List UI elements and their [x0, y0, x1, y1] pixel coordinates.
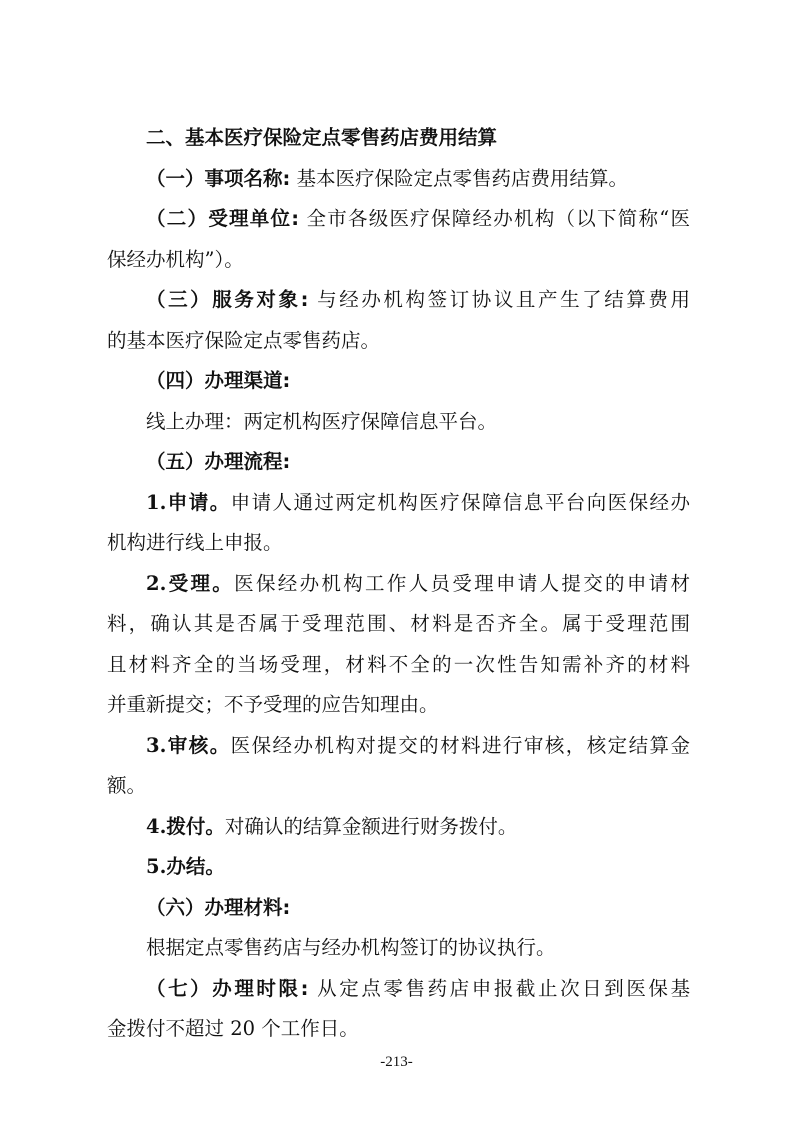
step-review-line-1: [107, 726, 690, 767]
item-unit-text-a: 全市各级医疗保障经办机构（以下简称“医: [299, 207, 690, 230]
step-accept-line-4: 并重新提交；不予受理的应告知理由。: [107, 693, 439, 716]
step-accept-line-1: [107, 564, 690, 605]
item-unit-line-1: [107, 199, 690, 240]
step-review-text-a: 医保经办机构对提交的材料进行审核，核定结算金: [230, 733, 690, 757]
section-title: 二、基本医疗保险定点零售药店费用结算: [146, 126, 498, 149]
step-done-label: 5.办结。: [146, 855, 225, 878]
item-target-line-2: 的基本医疗保险定点零售药店。: [107, 328, 381, 352]
item-channel-label: （四）办理渠道:: [146, 369, 291, 392]
item-timelimit-text-a: 从定点零售药店申报截止次日到医保基: [308, 976, 690, 1000]
step-apply-line-1: [107, 483, 690, 524]
item-timelimit-label: （七）办理时限:: [146, 976, 309, 1000]
item-unit-line-2: 保经办机构”）。: [107, 247, 244, 271]
item-materials-text: 根据定点零售药店与经办机构签订的协议执行。: [146, 936, 556, 959]
step-accept-line-3: 且材料齐全的当场受理，材料不全的一次性告知需补齐的材料: [107, 652, 690, 676]
item-target-label: （三）服务对象:: [146, 288, 309, 311]
item-name-text: 基本医疗保险定点零售药店费用结算。: [290, 166, 629, 190]
item-materials-label: （六）办理材料:: [146, 895, 291, 919]
item-channel-text: 线上办理：两定机构医疗保障信息平台。: [146, 409, 498, 433]
step-accept-text-a: 医保经办机构工作人员受理申请人提交的申请材: [234, 571, 690, 595]
step-accept-line-2: 料，确认其是否属于受理范围、材料是否齐全。属于受理范围: [107, 612, 690, 635]
item-timelimit-line-2: 金拨付不超过 20 个工作日。: [107, 1017, 359, 1040]
step-pay-text: 对确认的结算金额进行财务拨付。: [224, 814, 518, 838]
step-pay-label: 4.拨付。: [146, 814, 225, 838]
step-done-line: [107, 847, 690, 888]
item-name-label: （一）事项名称:: [146, 166, 291, 190]
step-pay-line: [107, 807, 690, 848]
item-timelimit-line-1: [107, 969, 690, 1010]
item-process-label: （五）办理流程:: [146, 450, 291, 473]
step-review-line-2: 额。: [107, 774, 147, 797]
step-review-label: 3.审核。: [146, 733, 231, 757]
item-unit-label: （二）受理单位:: [146, 207, 300, 230]
document-body: [107, 118, 690, 1050]
item-target-line-1: [107, 280, 690, 321]
step-accept-label: 2.受理。: [146, 571, 235, 595]
step-apply-text-a: 申请人通过两定机构医疗保障信息平台向医保经办: [230, 490, 690, 514]
item-target-text-a: 与经办机构签订协议且产生了结算费用: [308, 288, 690, 311]
page-number: -213-: [380, 1054, 413, 1070]
item-name-line: [107, 159, 690, 200]
step-apply-label: 1.申请。: [146, 490, 231, 514]
step-apply-line-2: 机构进行线上申报。: [107, 531, 283, 554]
